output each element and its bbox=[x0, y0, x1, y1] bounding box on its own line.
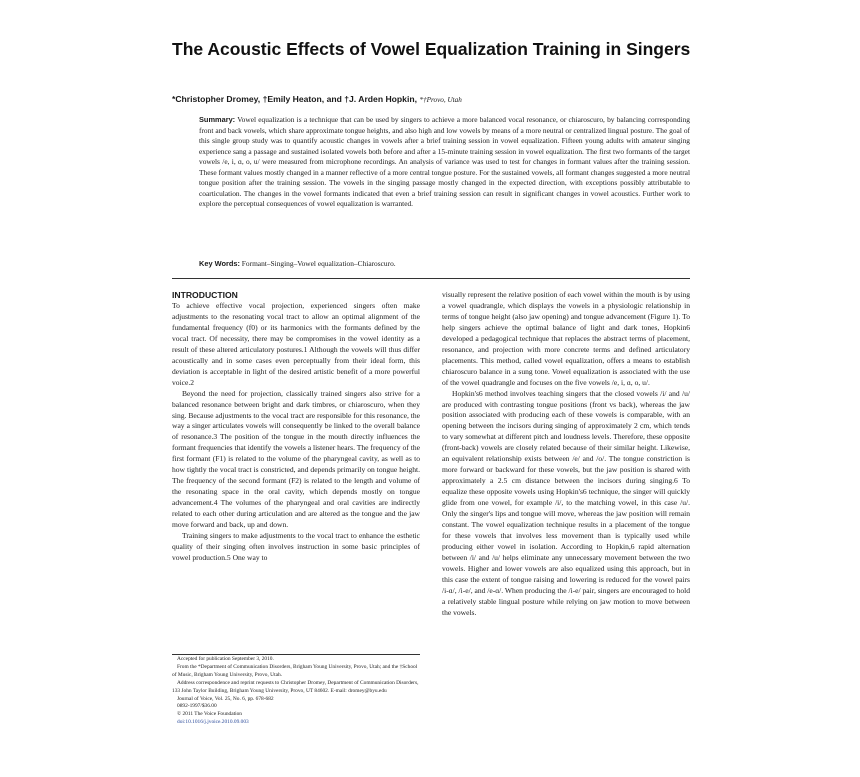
keywords bbox=[199, 259, 690, 270]
footnote-issn: 0892-1997/$36.00 bbox=[177, 703, 217, 710]
keywords-label: Key Words: bbox=[199, 259, 240, 268]
body-column-right bbox=[442, 290, 690, 619]
footnote-doi[interactable]: doi:10.1016/j.jvoice.2010.09.003 bbox=[177, 719, 249, 726]
abstract-text: Vowel equalization is a technique that can be used by singers to achieve a more balanced vocal resonance, or chiaroscuro, by balancing corresponding front and back vowels, which share approximate tongue heights, and also high and low vowels by means of a more neutral or centralized lingual posture. The goal of this single group study was to quantify acoustic changes in vowels after a brief training session in vowel equalization. Fifteen young adults with amateur singing experience sang a passage and sustained isolated vowels both before and after a 15-minute training session in vowel equalization. The first two formants of the target vowels /e, i, ɑ, o, u/ were measured from microphone recordings. An analysis of variance was used to test for changes in formant values after the training session. These formant values mostly changed in a manner reflective of a more central tongue posture. For the sustained vowels, all formant changes suggested a more neutral tongue position after the training session. The vowels in the singing passage mostly changed in the expected direction, with exceptions possibly attributable to coarticulation. The changes in the vowel formants indicated that even a brief training session can result in significant changes in vowel acoustics. Further work to explore the perceptual consequences of vowel equalization is warranted. bbox=[199, 115, 690, 208]
paragraph: Beyond the need for projection, classically trained singers also strive for a balanced resonance between bright and dark timbres, or chiaroscuro, when they sing. Because adjustments to the vocal tract are responsible for this resonance, the way a singer articulates vowels will consequently be linked to the overall balance of resonance.3 The position of the tongue in the mouth directly influences the formant frequencies that identify the vowels a listener hears. The frequency of the first formant (F1) is related to the volume of the pharyngeal cavity, as well as to how tightly the vocal tract is constricted, and depends primarily on tongue height. The frequency of the second formant (F2) is related to the length and volume of the resonating space in the oral cavity, which depends mostly on tongue advancement.4 The volumes of the pharyngeal and oral cavities are indirectly related to each other during articulation and are altered as the tongue and the jaw move forward and back, up and down. bbox=[172, 388, 420, 530]
paragraph: Hopkin's6 method involves teaching singers that the closed vowels /i/ and /u/ are produced with contrasting tongue positions (front vs back), whereas the jaw position associated with producing each of these vowels is comparable, with an opening between the incisors during singing of approximately 2 cm, which tends to vary somewhat at different pitch and loudness levels. Therefore, these opposite (front-back) vowels are closely related because of their similar height. Likewise, an equivalent relationship exists between /e/ and /o/. The tongue constriction is more forward or backward for these vowels, but the jaw position is shared with approximately a 2.5 cm distance between the incisors during singing.6 To equalize these opposite vowels using Hopkin's6 technique, the singer will quickly glide from one vowel, for example /i/, to the matching vowel, in this case /u/. Only the singer's lips and tongue will move, whereas the jaw position will remain constant. The vowel equalization technique results in a placement of the tongue for these vowels that involves less movement than is typically used while producing either vowel in isolation. According to Hopkin,6 rapid alternation between /i/ and /u/ helps eliminate any unnecessary movement between the two vowels. Higher and lower vowels are also equalized using this approach, but in this case the extent of tongue raising and lowering is reduced for the vowel pairs /i-ɑ/, /i-e/, and /e-ɑ/. When producing the /i-e/ pair, singers are encouraged to hold a relatively stable lingual posture while relying on jaw motion to move between the vowels. bbox=[442, 388, 690, 617]
footnote-affiliation: From the *Department of Communication Disorders, Brigham Young University, Provo, Utah; and the †School of Music, Brigham Young University, Provo, Utah. bbox=[172, 663, 418, 678]
footnote-copyright: © 2011 The Voice Foundation bbox=[177, 711, 242, 718]
abstract-divider bbox=[172, 278, 690, 279]
author-names: *Christopher Dromey, †Emily Heaton, and †J. Arden Hopkin, bbox=[172, 94, 417, 104]
abstract bbox=[199, 115, 690, 210]
author-line bbox=[172, 94, 692, 104]
paragraph: Training singers to make adjustments to the vocal tract to enhance the esthetic quality of their singing often involves instruction in some basic principles of vowel production.5 One way to bbox=[172, 531, 420, 562]
article-title: The Acoustic Effects of Vowel Equalization Training in Singers bbox=[172, 39, 691, 59]
abstract-label: Summary: bbox=[199, 115, 236, 124]
section-heading-introduction: INTRODUCTION bbox=[172, 290, 238, 300]
footnotes bbox=[172, 656, 420, 727]
author-location: *†Provo, Utah bbox=[419, 96, 462, 104]
footnote-journal: Journal of Voice, Vol. 25, No. 6, pp. 678-682 bbox=[177, 695, 274, 702]
keywords-text: Formant–Singing–Vowel equalization–Chiaroscuro. bbox=[241, 259, 396, 268]
body-column-left bbox=[172, 301, 420, 564]
footnote-divider bbox=[172, 654, 420, 655]
footnote-accepted: Accepted for publication September 3, 2010. bbox=[177, 656, 274, 662]
footnote-correspondence: Address correspondence and reprint requests to Christopher Dromey, Department of Communication Disorders, 133 John Taylor Building, Brigham Young University, Provo, UT 84602. E-mail: dromey@byu.edu bbox=[172, 679, 419, 694]
paragraph: visually represent the relative position of each vowel within the mouth is by using a vowel quadrangle, which displays the vowels in a physiologic relationship in terms of tongue height (also jaw opening) and tongue advancement (Figure 1). To help singers achieve the optimal balance of light and dark tones, Hopkin6 developed a pedagogical technique that replaces the abstract terms of placement, resonance, and projection with more concrete terms and defined articulatory placements. This method, called vowel equalization, offers a means to establish chiaroscuro balance in a sung tone. Vowel equalization is associated with the use of the vowel quadrangle and focuses on the five vowels /e, i, ɑ, o, u/. bbox=[442, 290, 690, 387]
paragraph: To achieve effective vocal projection, experienced singers often make adjustments to the resonating vocal tract to allow an optimal alignment of the fundamental frequency (f0) or its harmonics with the formants defined by the vocal tract. Of necessity, there may be compromises in the vowel identity as a result of these altered articulatory postures.1 Although the vowels will thus differ acoustically and in some cases even perceptually from their ideal form, this deviation is acceptable in light of the desired artistic benefit of a more powerful voice.2 bbox=[172, 301, 420, 387]
